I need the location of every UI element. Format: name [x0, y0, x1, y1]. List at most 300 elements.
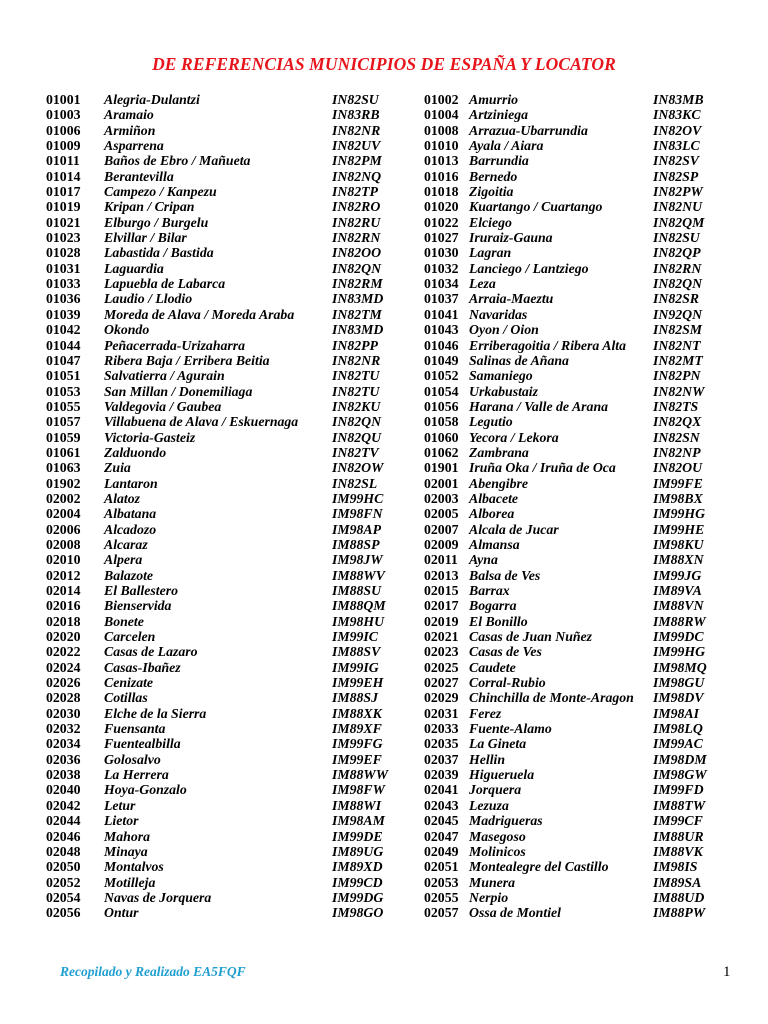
left-column [46, 92, 388, 921]
municipio-name: Fuensanta [104, 721, 166, 737]
table-row [424, 629, 707, 644]
table-row [46, 169, 388, 184]
municipio-code: 01004 [424, 107, 459, 123]
municipio-name: Alcala de Jucar [469, 521, 559, 537]
municipio-code: 02001 [424, 475, 459, 491]
table-row [46, 552, 388, 567]
table-row [424, 859, 707, 874]
table-row [424, 368, 707, 383]
table-row [424, 399, 707, 414]
municipio-code: 01028 [46, 245, 81, 261]
municipio-code: 01009 [46, 138, 81, 154]
municipio-code: 02010 [46, 552, 81, 568]
locator-code: IM89VA [653, 583, 702, 598]
table-row [424, 476, 707, 491]
municipio-name: Elche de la Sierra [104, 705, 207, 721]
locator-code: IM99DC [653, 629, 704, 645]
table-row [46, 261, 388, 276]
table-row [424, 491, 707, 506]
municipio-name: Lagran [469, 245, 512, 261]
municipio-name: Navaridas [469, 306, 528, 322]
table-row [46, 184, 388, 199]
municipio-name: Balazote [104, 567, 154, 583]
municipio-code: 01039 [46, 306, 81, 322]
locator-code: IN82QM [653, 214, 705, 230]
municipio-name: Ribera Baja / Erribera Beitia [104, 352, 270, 368]
municipio-code: 02043 [424, 797, 459, 813]
table-row [424, 445, 707, 460]
municipio-name: Montealegre del Castillo [469, 859, 609, 875]
municipio-code: 01014 [46, 168, 81, 184]
municipio-name: Fuente-Alamo [469, 721, 552, 737]
municipio-code: 02054 [46, 889, 81, 905]
table-row [424, 644, 707, 659]
municipio-name: Valdegovia / Gaubea [104, 398, 222, 414]
municipio-code: 02024 [46, 659, 81, 675]
locator-code: IN82RN [332, 230, 381, 246]
municipio-code: 01036 [46, 291, 81, 307]
municipio-name: Barrundia [469, 153, 529, 169]
municipio-code: 02031 [424, 705, 459, 721]
municipio-code: 02018 [46, 613, 81, 629]
table-row [424, 568, 707, 583]
locator-code: IM88VK [653, 843, 703, 859]
locator-code: IN82QN [653, 276, 703, 292]
locator-code: IN82NR [332, 352, 381, 368]
locator-code: IM88SP [332, 536, 380, 552]
locator-code: IM88VN [653, 598, 704, 614]
municipio-name: Molinicos [469, 843, 526, 859]
municipio-code: 01052 [424, 368, 459, 384]
table-row [46, 798, 388, 813]
locator-code: IN82UV [332, 138, 381, 154]
municipio-name: Bonete [104, 613, 144, 629]
locator-code: IM98FN [332, 506, 383, 522]
municipio-name: Lezuza [469, 797, 509, 813]
locator-code: IM99HC [332, 490, 384, 506]
locator-code: IM99HG [653, 644, 706, 660]
municipio-name: Peñacerrada-Urizaharra [104, 337, 246, 353]
table-row [424, 675, 707, 690]
municipio-name: Navas de Jorquera [104, 889, 212, 905]
municipio-code: 01063 [46, 460, 81, 476]
table-row [424, 736, 707, 751]
table-row [424, 813, 707, 828]
municipio-code: 02008 [46, 536, 81, 552]
locator-code: IN82TS [653, 398, 699, 414]
municipio-code: 01060 [424, 429, 459, 445]
municipio-name: Minaya [104, 843, 148, 859]
table-row [46, 245, 388, 260]
locator-code: IN82QP [653, 245, 701, 261]
locator-code: IN82OV [653, 122, 702, 138]
table-row [424, 92, 707, 107]
table-row [46, 476, 388, 491]
municipio-code: 01054 [424, 383, 459, 399]
table-row [424, 353, 707, 368]
locator-code: IM99CF [653, 813, 703, 829]
municipio-name: Madrigueras [469, 813, 543, 829]
locator-code: IN92QN [653, 306, 703, 322]
municipio-code: 02003 [424, 490, 459, 506]
municipio-name: Alcaraz [104, 536, 148, 552]
table-row [424, 215, 707, 230]
municipio-name: Corral-Rubio [469, 675, 546, 691]
locator-code: IN82RN [653, 260, 702, 276]
locator-code: IN82QN [332, 414, 382, 430]
municipio-code: 01034 [424, 276, 459, 292]
municipio-name: Letur [104, 797, 136, 813]
municipio-name: Amurrio [469, 92, 519, 107]
table-row [424, 384, 707, 399]
locator-code: IM89SA [653, 874, 702, 890]
municipio-name: Golosalvo [104, 751, 161, 767]
table-row [46, 614, 388, 629]
municipio-name: Artziniega [469, 107, 529, 123]
municipio-code: 02034 [46, 736, 81, 752]
locator-code: IM88UR [653, 828, 704, 844]
locator-code: IM88WI [332, 797, 382, 813]
municipio-name: Barrax [469, 583, 510, 598]
municipio-name: Erriberagoitia / Ribera Alta [469, 337, 627, 353]
locator-code: IM88SJ [332, 690, 379, 706]
locator-code: IN82SP [653, 168, 699, 184]
locator-code: IM98DV [653, 690, 704, 706]
municipio-code: 01042 [46, 322, 81, 338]
municipio-name: Hellin [469, 751, 506, 767]
table-row [424, 798, 707, 813]
locator-code: IM89XF [332, 721, 382, 737]
municipio-name: Casas de Lazaro [104, 644, 198, 660]
municipio-name: Elburgo / Burgelu [104, 214, 209, 230]
table-row [46, 675, 388, 690]
table-row [424, 107, 707, 122]
municipio-code: 02036 [46, 751, 81, 767]
municipio-name: Zuia [104, 460, 131, 476]
table-row [46, 307, 388, 322]
municipio-name: Villabuena de Alava / Eskuernaga [104, 414, 299, 430]
municipio-name: Armiñon [104, 122, 156, 138]
municipio-name: Labastida / Bastida [104, 245, 214, 261]
municipio-code: 02056 [46, 905, 81, 921]
municipio-code: 01031 [46, 260, 81, 276]
municipio-name: Lietor [104, 813, 139, 829]
table-row [424, 875, 707, 890]
municipio-name: Berantevilla [104, 168, 174, 184]
municipio-name: Albatana [104, 506, 157, 522]
locator-code: IM88SV [332, 644, 381, 660]
municipio-name: Kuartango / Cuartango [469, 199, 603, 215]
municipio-code: 01018 [424, 184, 459, 200]
municipio-name: Albacete [469, 490, 519, 506]
locator-code: IN82SU [332, 92, 379, 107]
municipio-code: 01902 [46, 475, 81, 491]
locator-code: IN82NQ [332, 168, 382, 184]
municipio-code: 02040 [46, 782, 81, 798]
municipio-name: Iruña Oka / Iruña de Oca [469, 460, 616, 476]
locator-code: IM99DE [332, 828, 383, 844]
locator-code: IM99FE [653, 475, 703, 491]
municipio-code: 01041 [424, 306, 459, 322]
municipio-name: Lapuebla de Labarca [104, 276, 226, 292]
table-row [424, 338, 707, 353]
municipio-code: 02002 [46, 490, 81, 506]
municipio-name: El Bonillo [469, 613, 528, 629]
table-row [46, 522, 388, 537]
locator-code: IN82OO [332, 245, 382, 261]
municipio-name: Cotillas [104, 690, 148, 706]
locator-code: IM98HU [332, 613, 385, 629]
locator-code: IM99EH [332, 675, 384, 691]
table-row [424, 169, 707, 184]
municipio-code: 01057 [46, 414, 81, 430]
municipio-code: 02049 [424, 843, 459, 859]
municipio-name: Kripan / Cripan [104, 199, 195, 215]
table-row [424, 430, 707, 445]
municipio-code: 01030 [424, 245, 459, 261]
table-row [46, 138, 388, 153]
locator-code: IN82TU [332, 383, 380, 399]
municipio-code: 01011 [46, 153, 80, 169]
municipio-name: Oyon / Oion [469, 322, 539, 338]
table-row [46, 491, 388, 506]
locator-code: IN82MT [653, 352, 703, 368]
municipio-code: 01020 [424, 199, 459, 215]
locator-code: IM99FD [653, 782, 704, 798]
table-row [46, 890, 388, 905]
municipio-code: 01027 [424, 230, 459, 246]
table-row [46, 414, 388, 429]
locator-code: IM98KU [653, 536, 704, 552]
table-row [46, 629, 388, 644]
municipio-code: 02012 [46, 567, 81, 583]
municipio-name: Nerpio [469, 889, 509, 905]
municipio-name: Zalduondo [104, 444, 167, 460]
locator-code: IN82OW [332, 460, 384, 476]
locator-code: IM99DG [332, 889, 384, 905]
table-row [46, 92, 388, 107]
municipio-code: 01013 [424, 153, 459, 169]
table-row [424, 123, 707, 138]
municipio-code: 02045 [424, 813, 459, 829]
locator-code: IN82NU [653, 199, 703, 215]
table-row [46, 583, 388, 598]
table-row [46, 215, 388, 230]
table-row [46, 644, 388, 659]
municipio-code: 02013 [424, 567, 459, 583]
table-row [424, 706, 707, 721]
table-row [424, 230, 707, 245]
municipio-name: Harana / Valle de Arana [469, 398, 609, 414]
municipio-code: 02039 [424, 767, 459, 783]
table-row [46, 905, 388, 920]
municipio-code: 01017 [46, 184, 81, 200]
table-row [424, 552, 707, 567]
locator-code: IN82SL [332, 475, 378, 491]
locator-code: IN82NR [332, 122, 381, 138]
locator-code: IM98AP [332, 521, 382, 537]
municipio-code: 01059 [46, 429, 81, 445]
table-row [46, 430, 388, 445]
table-row [424, 537, 707, 552]
locator-code: IM98LQ [653, 721, 703, 737]
table-row [46, 506, 388, 521]
municipio-name: Casas-Ibañez [104, 659, 181, 675]
municipio-code: 02047 [424, 828, 459, 844]
footer-credit: Recopilado y Realizado EA5FQF [60, 964, 246, 979]
municipio-code: 01043 [424, 322, 459, 338]
municipio-code: 01016 [424, 168, 459, 184]
table-row [46, 875, 388, 890]
municipio-code: 02015 [424, 583, 459, 598]
locator-code: IM98GW [653, 767, 707, 783]
locator-code: IN83KC [653, 107, 701, 123]
table-row [46, 199, 388, 214]
municipio-code: 02050 [46, 859, 81, 875]
municipio-name: Aramaio [104, 107, 154, 123]
locator-code: IM98AI [653, 705, 700, 721]
municipio-code: 01056 [424, 398, 459, 414]
municipio-code: 02005 [424, 506, 459, 522]
municipio-name: Victoria-Gasteiz [104, 429, 196, 445]
locator-code: IN82NT [653, 337, 701, 353]
locator-code: IN82SN [653, 429, 700, 445]
locator-code: IM98GU [653, 675, 705, 691]
table-row [46, 353, 388, 368]
locator-code: IM98IS [653, 859, 698, 875]
locator-code: IN82SV [653, 153, 700, 169]
municipio-code: 01032 [424, 260, 459, 276]
municipio-name: Asparrena [104, 138, 164, 154]
locator-code: IM88XN [653, 552, 704, 568]
municipio-name: Elvillar / Bilar [104, 230, 187, 246]
municipio-code: 01051 [46, 368, 81, 384]
municipio-code: 01058 [424, 414, 459, 430]
municipio-name: Almansa [469, 536, 520, 552]
municipio-name: Alcadozo [104, 521, 157, 537]
table-row [424, 614, 707, 629]
table-row [46, 384, 388, 399]
locator-code: IN82SM [653, 322, 703, 338]
municipio-name: Motilleja [104, 874, 156, 890]
locator-code: IM88UD [653, 889, 705, 905]
table-row [46, 107, 388, 122]
table-row [46, 153, 388, 168]
municipio-code: 02046 [46, 828, 81, 844]
locator-code: IM99AC [653, 736, 703, 752]
municipio-name: Bernedo [469, 168, 518, 184]
locator-code: IM99EF [332, 751, 382, 767]
locator-code: IN82OU [653, 460, 703, 476]
locator-code: IM98MQ [653, 659, 707, 675]
locator-code: IN83MD [332, 322, 384, 338]
municipio-code: 01053 [46, 383, 81, 399]
municipio-name: Yecora / Lekora [469, 429, 559, 445]
table-row [424, 414, 707, 429]
municipio-name: Caudete [469, 659, 516, 675]
table-row [46, 752, 388, 767]
municipio-code: 02016 [46, 598, 81, 614]
municipio-code: 02006 [46, 521, 81, 537]
table-row [424, 752, 707, 767]
municipio-code: 01002 [424, 92, 459, 107]
municipio-name: Hoya-Gonzalo [104, 782, 187, 798]
locator-code: IM98JW [332, 552, 383, 568]
municipio-name: Ayna [469, 552, 498, 568]
table-row [46, 322, 388, 337]
locator-code: IM98BX [653, 490, 703, 506]
locator-code: IM89UG [332, 843, 384, 859]
municipio-code: 01003 [46, 107, 81, 123]
municipio-name: Leza [469, 276, 496, 292]
locator-code: IM98GO [332, 905, 384, 921]
municipio-name: Okondo [104, 322, 150, 338]
table-row [46, 721, 388, 736]
municipio-code: 02021 [424, 629, 459, 645]
municipio-name: Alegria-Dulantzi [104, 92, 200, 107]
table-row [424, 291, 707, 306]
municipio-code: 01055 [46, 398, 81, 414]
municipio-code: 02017 [424, 598, 459, 614]
table-row [46, 445, 388, 460]
table-row [424, 199, 707, 214]
table-row [46, 568, 388, 583]
table-row [46, 829, 388, 844]
municipio-name: El Ballestero [104, 583, 178, 598]
locator-code: IN82SU [653, 230, 700, 246]
municipio-name: Samaniego [469, 368, 533, 384]
municipio-code: 01008 [424, 122, 459, 138]
municipio-code: 01061 [46, 444, 81, 460]
locator-code: IM98DM [653, 751, 707, 767]
municipio-name: Laudio / Llodio [104, 291, 193, 307]
municipio-code: 02053 [424, 874, 459, 890]
page-number: 1 [723, 964, 731, 980]
table-row [424, 138, 707, 153]
locator-code: IN83RB [332, 107, 380, 123]
municipio-code: 02030 [46, 705, 81, 721]
municipio-name: Alpera [104, 552, 143, 568]
municipio-code: 02037 [424, 751, 459, 767]
municipio-code: 01001 [46, 92, 81, 107]
municipio-code: 02022 [46, 644, 81, 660]
municipio-name: Abengibre [469, 475, 529, 491]
table-row [424, 153, 707, 168]
table-row [424, 322, 707, 337]
municipio-name: Laguardia [104, 260, 164, 276]
locator-code: IM99IC [332, 629, 379, 645]
table-row [424, 844, 707, 859]
municipio-code: 01047 [46, 352, 81, 368]
municipio-name: La Herrera [104, 767, 169, 783]
locator-code: IN82QX [653, 414, 702, 430]
municipio-code: 02004 [46, 506, 81, 522]
table-row [46, 660, 388, 675]
municipio-name: Cenizate [104, 675, 154, 691]
table-row [46, 399, 388, 414]
municipio-code: 02057 [424, 905, 459, 921]
municipio-name: Fuentealbilla [104, 736, 181, 752]
municipio-name: Salinas de Añana [469, 352, 569, 368]
table-row [46, 598, 388, 613]
locator-code: IN82TU [332, 368, 380, 384]
table-row [46, 706, 388, 721]
municipio-name: Masegoso [469, 828, 526, 844]
table-row [424, 782, 707, 797]
municipio-name: Munera [469, 874, 516, 890]
table-row [424, 522, 707, 537]
table-row [46, 859, 388, 874]
